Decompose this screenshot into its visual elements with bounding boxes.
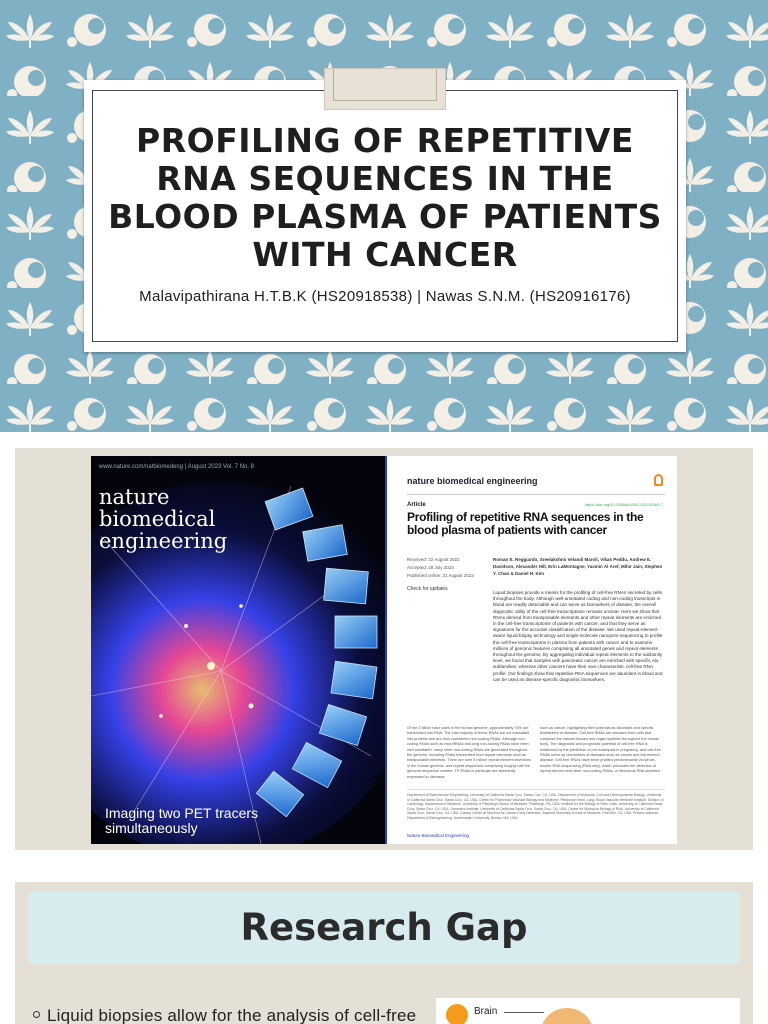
leader-line [504,1012,544,1013]
article-authors: Roman E. Reggiardo, Sreelakshmi Velandi Maroli, Vikas Peddu, Andrew E. Davidson, Alexander Hill, Erin LaMontagne, Yasmin Al Aref, Mihir Jain, Stephen Y. Chan & Daniel H. Kim [493,557,663,576]
bullet-point [33,1006,416,1024]
article-affiliations: Department of Biomolecular Engineering, University of California Santa Cruz, Santa Cruz, CA, USA. Department of Molecular, Cell and Developmental Biology, University of California Santa Cruz, Santa Cruz, CA, USA. Center for Pulmonary Vascular Biology and Medicine, Pittsburgh Heart, Lung, Blood Vascular Medicine Institute, Division of Cardiology, Department of Medicine, University of Pittsburgh School of Medicine, Pittsburgh, PA, USA. Institute for the Biology of Stem Cells, University of California Santa Cruz, Santa Cruz, CA, USA. Genomics Institute, University of California Santa Cruz, Santa Cruz, CA, USA. Center for Molecular Biology of RNA, University of California Santa Cruz, Santa Cruz, CA, USA. Canary Center at Stanford for Cancer Early Detection, Stanford University School of Medicine, Palo Alto, CA, USA. Present address: Department of Bioengineering, Northeastern University, Boston, MA, USA. [407,789,665,829]
diagram-label: Brain [474,1006,498,1017]
article-first-page [385,456,677,844]
heading-band [28,892,740,964]
card-tab-decoration [324,68,446,110]
slide-title: PROFILING OF REPETITIVE RNA SEQUENCES IN THE BLOOD PLASMA OF PATIENTS WITH CANCER [108,121,662,274]
body-column: Of the 3 billion base pairs in the human genome, approximately 75% are transcribed into RNA. The vast majority of these RNAs are not translated into proteins and are thus considered non-coding RNAs. Although non-coding RNAs such as microRNAs and long non-coding RNAs have been well annotated, many other non-coding RNAs are generated throughout the genome, including RNAs transcribed from repeat elements such as transposable elements. There are over 5 million repeat element insertions in the human genome, and repeat sequences comprising roughly half the genomic sequence content. TE RNAs in particular are aberrantly expressed in diseases [407,726,531,779]
masthead-line: biomedical [99,507,216,531]
masthead-line: engineering [99,529,228,553]
body-column: such as cancer, highlighting their potential as abundant and specific biomarkers of disease. Cell-free RNAs are released from cells that comprise the various tissues and organ systems throughout the human body. The diagnostic and prognostic potential of cell-free RNA is evidenced by the prediction of pre-eclampsia in pregnancy, and cell-free RNAs serve as biomarkers of diseases such as cancer and Alzheimer's disease. Cell-free RNAs have been profiled predominantly via whole-exome RNA sequencing (RNA-seq), which precludes the detection of repeat-derived and other non-coding RNAs, or ribosomal RNA depleted [540,726,661,774]
cover-issue-line: www.nature.com/natbiomedeng | August 2023 Vol. 7 No. 8 [99,464,254,470]
brain-illustration [540,1008,594,1024]
published-date: Published online: 31 August 2023 [407,573,474,578]
divider [407,494,665,495]
article-dates [407,556,487,580]
article-abstract: Liquid biopsies provide a means for the profiling of cell-free RNAs secreted by cells throughout the body. Although well-annotated coding and non-coding transcripts in blood are readily detectable and can serve as biomarkers of disease, the overall diagnostic utility of the cell-free transcriptome remains unclear. Here we show that RNAs derived from transposable elements and other repeat elements are enriched in the cell-free transcriptome of patients with cancer, and that they serve as signatures for the accurate classification of the disease. We used repeat-element-aware liquid-biopsy technology and single-molecule nanopore sequencing to profile the cell-free transcriptome in plasma from patients with cancer and to examine millions of genomic features comprising all annotated genes and repeat elements throughout the genome. By aggregating individual repeat elements to the subfamily level, we found that samples with pancreatic cancer are enriched with specific Alu subfamilies, whereas other cancers have their own characteristic cell-free RNA profile. Our findings show that repetitive RNA sequences are abundant in blood and can be used as disease-specific diagnostic biomarkers. [493,590,663,682]
title-slide [0,0,768,432]
caption-line: simultaneously [105,820,198,836]
cover-masthead [99,486,227,552]
title-card [84,80,686,352]
bullet-icon [33,1011,40,1018]
slide-heading: Research Gap [240,906,528,949]
article-body [407,726,665,784]
masthead-line: nature [99,485,170,509]
journal-cover [91,456,385,844]
research-gap-slide [15,882,753,1024]
brain-icon [446,1004,468,1024]
open-access-icon [654,474,663,486]
article-type: Article [407,502,426,508]
bullet-text: Liquid biopsies allow for the analysis of cell-free [47,1006,417,1024]
received-date: Received: 22 August 2022 [407,557,460,562]
article-title: Profiling of repetitive RNA sequences in the blood plasma of patients with cancer [407,510,644,537]
check-for-updates: Check for updates [407,586,448,592]
article-footer: Nature Biomedical Engineering [407,833,470,838]
organ-diagram [436,998,740,1024]
paper-slide [15,448,753,850]
article-doi: https://doi.org/10.1038/s41551-023-01081-7 [584,502,663,507]
article-journal-name: nature biomedical engineering [407,476,538,486]
caption-line: Imaging two PET tracers [105,805,259,821]
authors-line: Malavipathirana H.T.B.K (HS20918538) | Nawas S.N.M. (HS20916176) [139,288,631,305]
cover-caption [105,806,258,836]
accepted-date: Accepted: 28 July 2023 [407,565,454,570]
